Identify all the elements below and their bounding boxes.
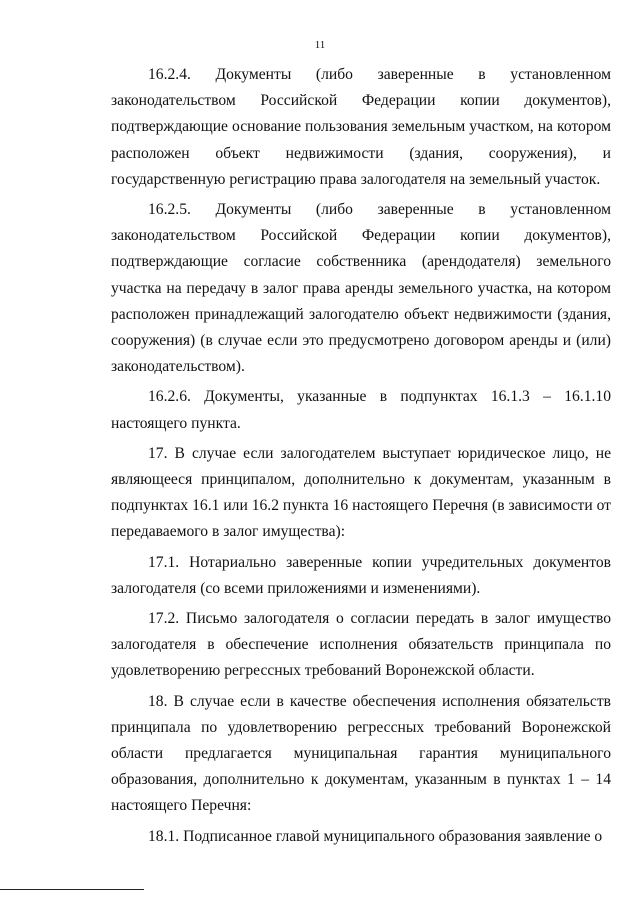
document-body bbox=[111, 62, 611, 850]
paragraph-17-1: 17.1. Нотариально заверенные копии учредительных документов залогодателя (со всеми приложениями и изменениями). bbox=[111, 553, 611, 597]
page-number: 11 bbox=[314, 39, 326, 51]
paragraph-16-2-5: 16.2.5. Документы (либо заверенные в установленном законодательством Российской Федерации копии документов), подтверждающие согласие собственника (арендодателя) земельного участка на передачу в залог права аренды земельного участка, на котором расположен принадлежащий залогодателю объект недвижимости (здания, сооружения) (в случае если это предусмотрено договором аренды и (или) законодательством). bbox=[111, 201, 611, 376]
footnote-divider bbox=[0, 889, 144, 890]
paragraph-16-2-4: 16.2.4. Документы (либо заверенные в установленном законодательством Российской Федерации копии документов), подтверждающие основание пользования земельным участком, на котором расположен объект недвижимости (здания, сооружения), и государственную регистрацию права залогодателя на земельный участок. bbox=[111, 66, 611, 188]
paragraph-17-2: 17.2. Письмо залогодателя о согласии передать в залог имущество залогодателя в обеспечение исполнения обязательств принципала по удовлетворению регрессных требований Воронежской области. bbox=[111, 610, 611, 680]
paragraph-18-1: 18.1. Подписанное главой муниципального образования заявление о bbox=[148, 827, 603, 845]
paragraph-17: 17. В случае если залогодателем выступает юридическое лицо, не являющееся принципалом, дополнительно к документам, указанным в подпунктах 16.1 или 16.2 пункта 16 настоящего Перечня (в зависимости от передаваемого в залог имущества): bbox=[111, 444, 611, 541]
paragraph-16-2-6: 16.2.6. Документы, указанные в подпунктах 16.1.3 – 16.1.10 настоящего пункта. bbox=[111, 388, 611, 432]
paragraph-18: 18. В случае если в качестве обеспечения исполнения обязательств принципала по удовлетворению регрессных требований Воронежской области предлагается муниципальная гарантия муниципального образования, дополнительно к документам, указанным в пунктах 1 – 14 настоящего Перечня: bbox=[111, 692, 611, 815]
